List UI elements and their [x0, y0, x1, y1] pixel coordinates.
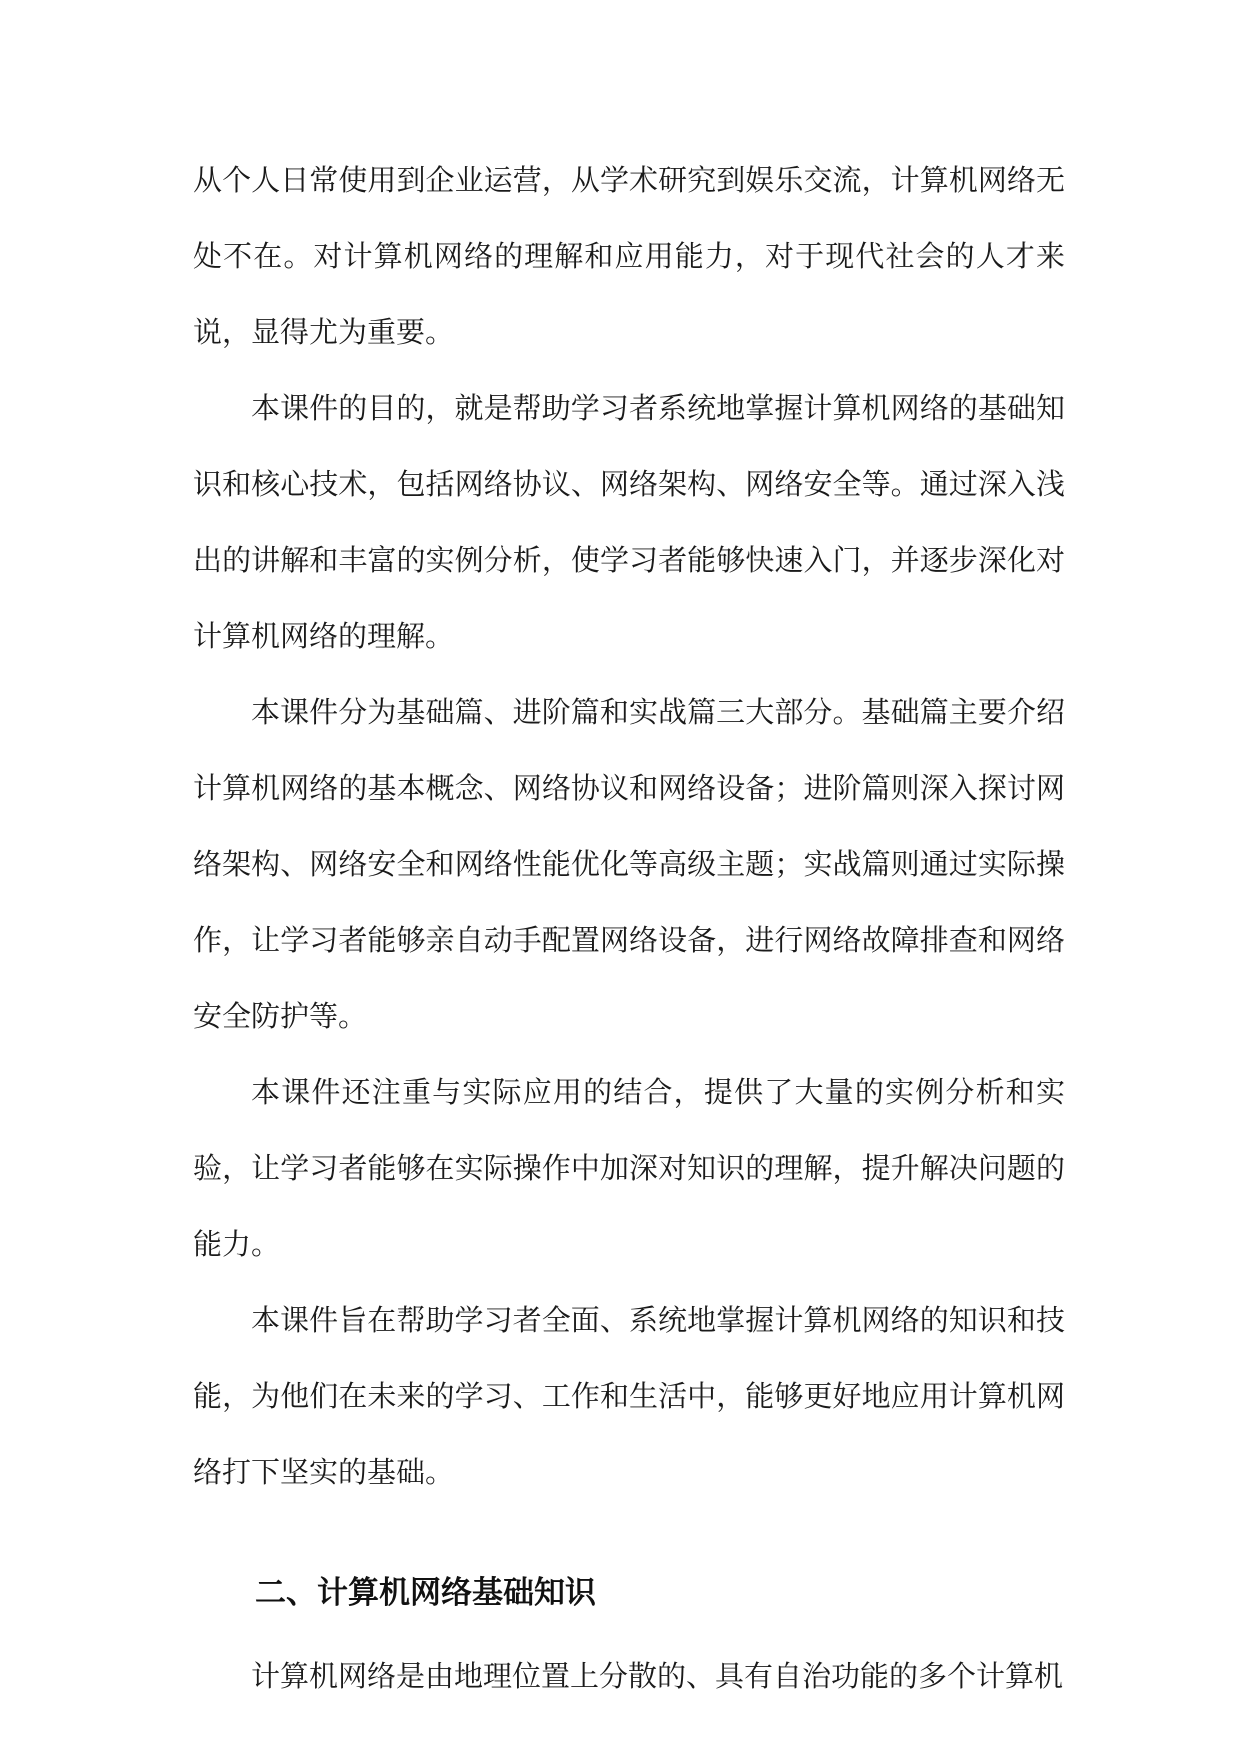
paragraph-goal: 本课件旨在帮助学习者全面、系统地掌握计算机网络的知识和技能，为他们在未来的学习、工作和生活中，能够更好地应用计算机网络打下坚实的基础。	[193, 1303, 1065, 1489]
paragraph-practice: 本课件还注重与实际应用的结合，提供了大量的实例分析和实验，让学习者能够在实际操作中加深对知识的理解，提升解决问题的能力。	[193, 1075, 1065, 1261]
section-heading: 二、计算机网络基础知识	[255, 1575, 596, 1611]
paragraph-network-definition: 计算机网络是由地理位置上分散的、具有自治功能的多个计算机	[251, 1659, 1064, 1693]
paragraph-purpose: 本课件的目的，就是帮助学习者系统地掌握计算机网络的基础知识和核心技术，包括网络协议、网络架构、网络安全等。通过深入浅出的讲解和丰富的实例分析，使学习者能够快速入门，并逐步深化对计算机网络的理解。	[193, 391, 1065, 653]
paragraph-continuation: 从个人日常使用到企业运营，从学术研究到娱乐交流，计算机网络无处不在。对计算机网络的理解和应用能力，对于现代社会的人才来说，显得尤为重要。	[193, 163, 1065, 349]
document-body	[193, 142, 1065, 1714]
paragraph-structure: 本课件分为基础篇、进阶篇和实战篇三大部分。基础篇主要介绍计算机网络的基本概念、网络协议和网络设备；进阶篇则深入探讨网络架构、网络安全和网络性能优化等高级主题；实战篇则通过实际操作，让学习者能够亲自动手配置网络设备，进行网络故障排查和网络安全防护等。	[193, 695, 1065, 1033]
